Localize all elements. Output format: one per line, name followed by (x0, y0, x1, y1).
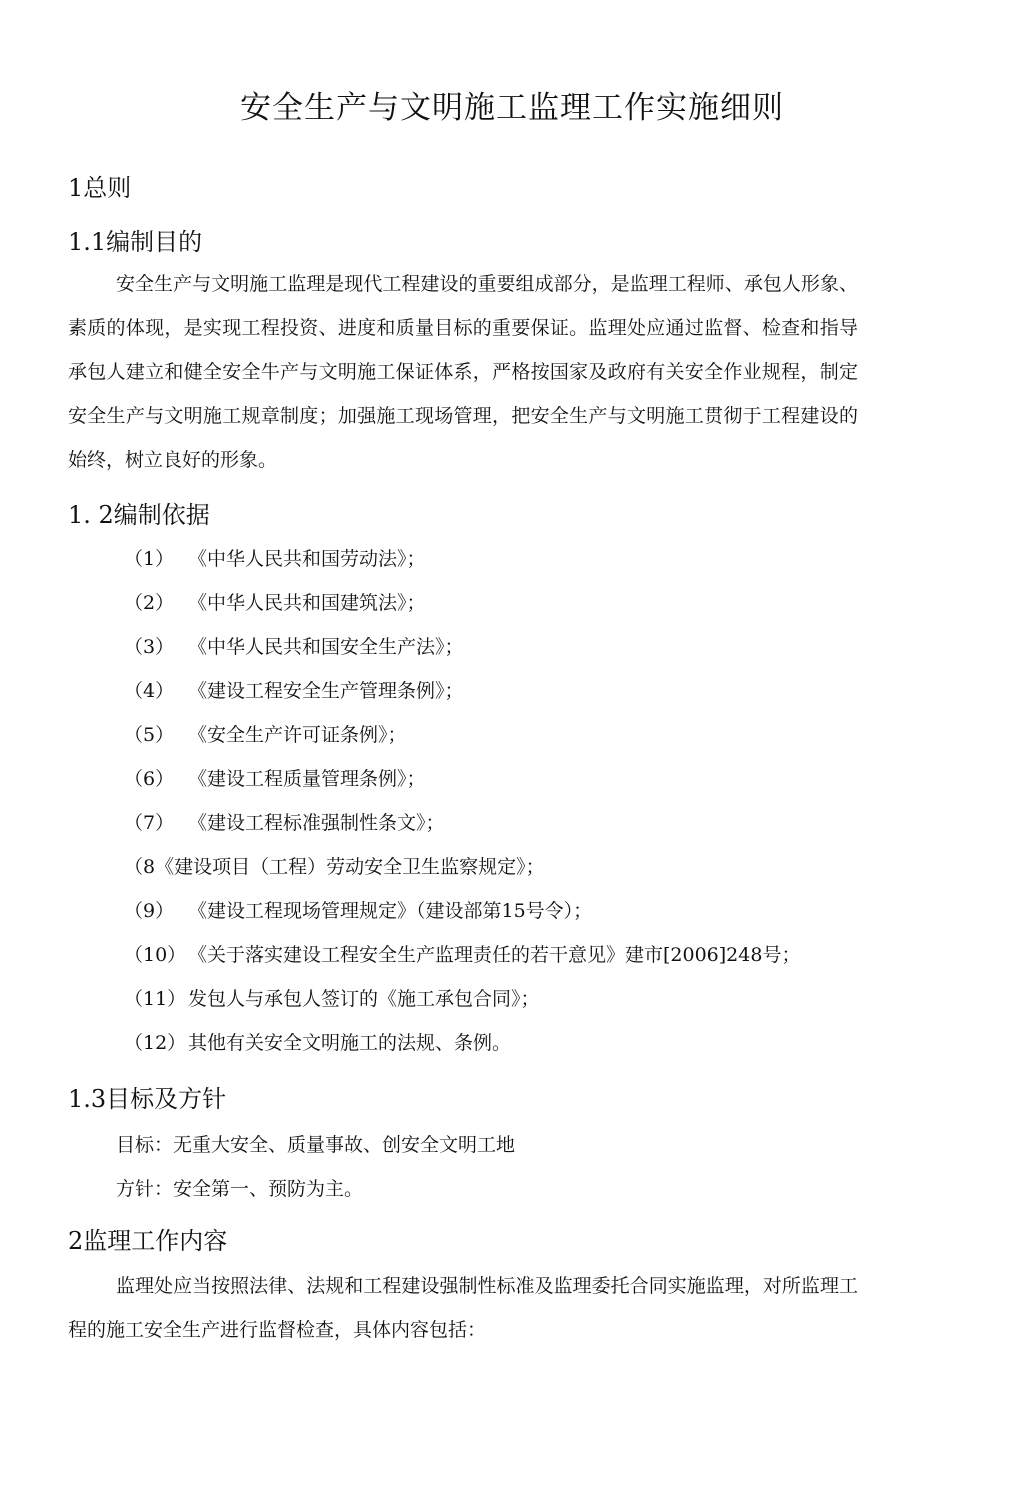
policy-line: 方针：安全第一、预防为主。 (116, 1178, 364, 1200)
reference-number: （6） (124, 768, 175, 790)
purpose-paragraph: 安全生产与文明施工监理是现代工程建设的重要组成部分，是监理工程师、承包人形象、素质的体现，是实现工程投资、进度和质量目标的重要保证。监理处应通过监督、检查和指导承包人建立和健全安全牛产与文明施工保证体系，严格按国家及政府有关安全作业规程，制定安全生产与文明施工规章制度；加强施工现场管理，把安全生产与文明施工贯彻于工程建设的始终，树立良好的形象。 (68, 273, 858, 471)
reference-number: （8 (124, 856, 156, 878)
reference-number: （9） (124, 900, 175, 922)
reference-item (124, 544, 426, 574)
reference-text: 《建设工程现场管理规定》（建设部第15号令）； (188, 900, 593, 922)
reference-item (124, 984, 540, 1014)
reference-item (124, 1028, 511, 1058)
reference-text: 发包人与承包人签订的《施工承包合同》； (188, 988, 540, 1010)
reference-number: （7） (124, 812, 175, 834)
reference-text: 《建设项目（工程）劳动安全卫生监察规定》； (155, 856, 545, 878)
reference-number: （11） (124, 988, 187, 1010)
reference-item (124, 764, 426, 794)
reference-text: 《中华人民共和国劳动法》； (188, 548, 426, 570)
reference-number: （10） (124, 944, 187, 966)
reference-item (124, 940, 800, 970)
reference-text: 《关于落实建设工程安全生产监理责任的若干意见》建市[2006]248号； (188, 944, 801, 966)
reference-item (124, 632, 464, 662)
reference-item (124, 808, 445, 838)
reference-number: （12） (124, 1032, 187, 1054)
reference-item (124, 896, 592, 926)
reference-text: 《建设工程质量管理条例》； (188, 768, 426, 790)
reference-number: （3） (124, 636, 175, 658)
reference-item (124, 720, 407, 750)
section-2-heading: 2监理工作内容 (68, 1227, 228, 1255)
reference-item (124, 588, 426, 618)
reference-item (124, 852, 545, 882)
reference-text: 《安全生产许可证条例》； (188, 724, 407, 746)
reference-text: 《中华人民共和国建筑法》； (188, 592, 426, 614)
document-title: 安全生产与文明施工监理工作实施细则 (240, 90, 784, 126)
reference-text: 《中华人民共和国安全生产法》； (188, 636, 464, 658)
reference-number: （4） (124, 680, 175, 702)
section-1-2-heading: 1. 2编制依据 (68, 501, 210, 529)
section-1-3-heading: 1.3目标及方针 (68, 1085, 227, 1113)
reference-number: （5） (124, 724, 175, 746)
reference-number: （2） (124, 592, 175, 614)
goal-line: 目标：无重大安全、质量事故、创安全文明工地 (116, 1134, 516, 1156)
reference-number: （1） (124, 548, 175, 570)
reference-text: 其他有关安全文明施工的法规、条例。 (188, 1032, 512, 1054)
reference-text: 《建设工程标准强制性条文》； (188, 812, 445, 834)
supervision-paragraph: 监理处应当按照法律、法规和工程建设强制性标准及监理委托合同实施监理，对所监理工程的施工安全生产进行监督检查，具体内容包括： (68, 1275, 858, 1341)
section-1-1-heading: 1.1编制目的 (68, 228, 203, 256)
reference-item (124, 676, 464, 706)
reference-text: 《建设工程安全生产管理条例》； (188, 680, 464, 702)
section-1-heading: 1总则 (68, 174, 132, 202)
